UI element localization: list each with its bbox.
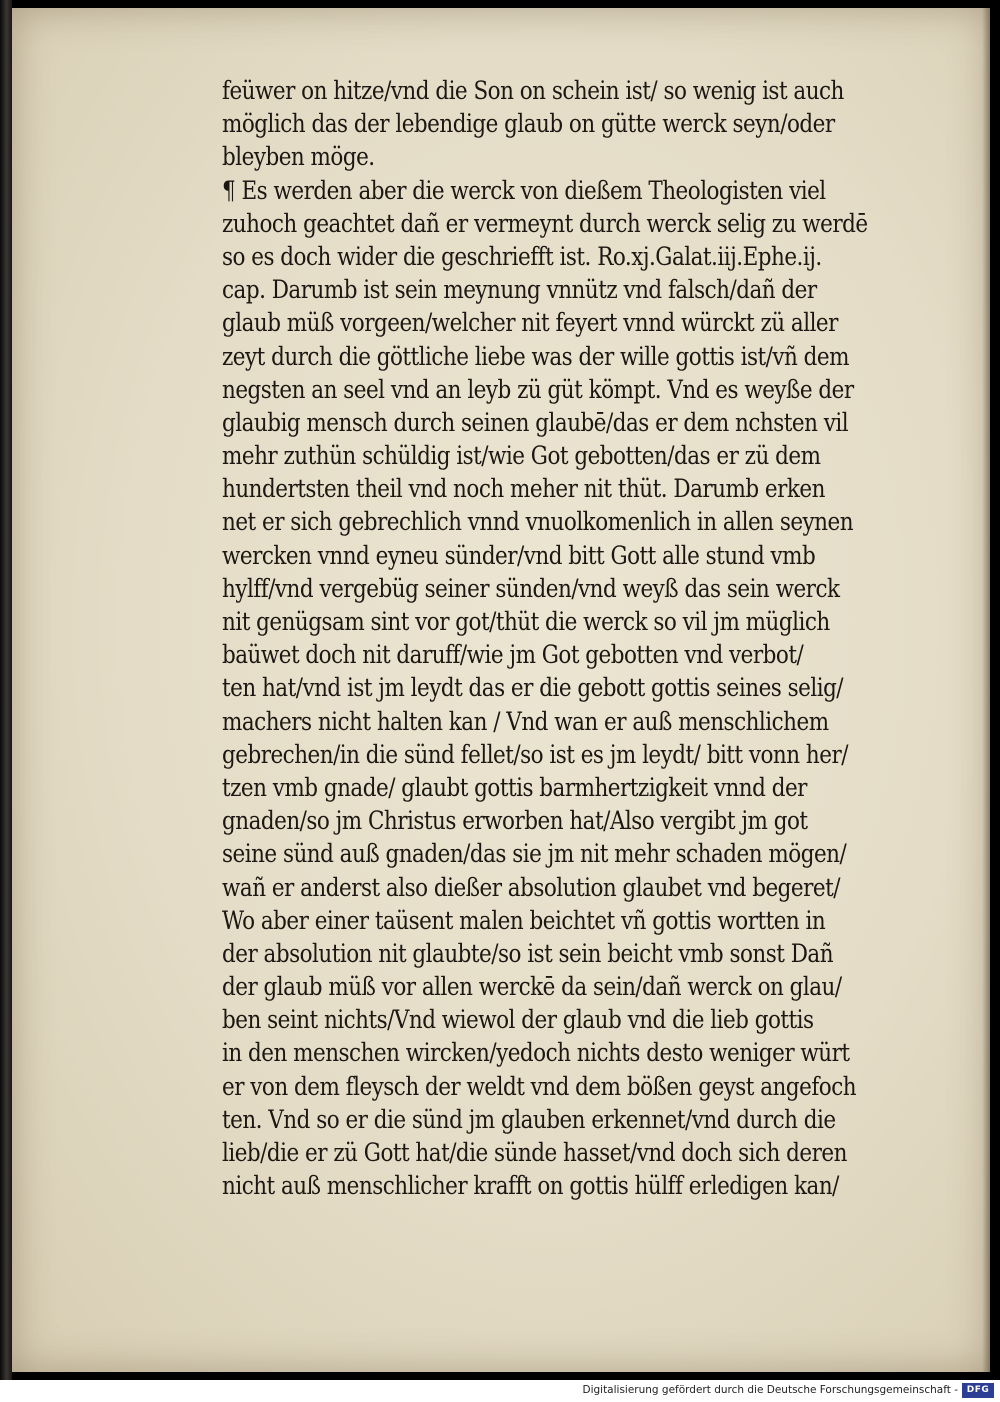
text-line: der glaub müß vor allen werckē da sein/dañ werck on glau/ [222,972,842,1002]
text-line: ¶ Es werden aber die werck von dießem Theologisten viel [222,175,826,205]
text-line: hylff/vnd vergebüg seiner sünden/vnd weyß das sein werck [222,573,840,603]
text-line: bleyben möge. [222,142,375,172]
book-gutter [0,0,12,1380]
text-line: negsten an seel vnd an leyb zü güt kömpt. Vnd es weyße der [222,374,854,404]
text-line: hundertsten theil vnd noch meher nit thüt. Darumb erken [222,474,825,504]
text-line: der absolution nit glaubte/so ist sein beicht vmb sonst Dañ [222,938,834,968]
page-text [222,74,967,1202]
text-line: ten. Vnd so er die sünd jm glauben erkennet/vnd durch die [222,1104,836,1134]
text-line: tzen vmb gnade/ glaubt gottis barmhertzigkeit vnnd der [222,772,807,802]
text-line: glaubig mensch durch seinen glaubē/das er dem nchsten vil [222,407,849,437]
text-line: nit genügsam sint vor got/thüt die werck so vil jm müglich [222,607,830,636]
text-line: er von dem fleysch der weldt vnd dem bößen geyst angefoch [222,1071,857,1101]
page-edge-shadow [982,8,990,1372]
text-line: wercken vnnd eyneu sünder/vnd bitt Gott alle stund vmb [222,540,816,570]
text-line: baüwet doch nit daruff/wie jm Got gebotten vnd verbot/ [222,640,804,670]
footer-bar [0,1380,1000,1402]
text-line: cap. Darumb ist sein meynung vnnütz vnd falsch/dañ der [222,275,817,305]
text-line: zuhoch geachtet dañ er vermeynt durch werck selig zu werdē [222,208,868,238]
text-line: ben seint nichts/Vnd wiewol der glaub vnd die lieb gottis [222,1005,814,1035]
text-line: so es doch wider die geschriefft ist. Ro.xj.Galat.iij.Ephe.ij. [222,241,822,271]
text-line: seine sünd auß gnaden/das sie jm nit mehr schaden mögen/ [222,839,847,869]
text-line: lieb/die er zü Gott hat/die sünde hasset/vnd doch sich deren [222,1138,847,1167]
text-line: möglich das der lebendige glaub on gütte werck seyn/oder [222,109,835,139]
text-line: feüwer on hitze/vnd die Son on schein ist/ so wenig ist auch [222,76,844,105]
text-line: gnaden/so jm Christus erworben hat/Also vergibt jm got [222,806,808,836]
text-line: mehr zuthün schüldig ist/wie Got gebotten/das er zü dem [222,441,821,471]
text-line: machers nicht halten kan / Vnd wan er auß menschlichem [222,706,829,736]
text-line: glaub müß vorgeen/welcher nit feyert vnnd würckt zü aller [222,308,838,338]
text-line: ten hat/vnd ist jm leydt das er die gebott gottis seines selig/ [222,673,844,703]
text-line: Wo aber einer taüsent malen beichtet vñ gottis wortten in [222,905,826,935]
text-line: nicht auß menschlicher krafft on gottis hülff erledigen kan/ [222,1171,839,1201]
text-line: in den menschen wircken/yedoch nichts desto weniger würt [222,1038,850,1068]
dfg-logo: DFG [962,1383,994,1398]
digitization-credit: Digitalisierung gefördert durch die Deutsche Forschungsgemeinschaft - [582,1384,958,1396]
text-line: gebrechen/in die sünd fellet/so ist es jm leydt/ bitt vonn her/ [222,739,848,769]
text-line: zeyt durch die göttliche liebe was der wille gottis ist/vñ dem [222,341,849,371]
text-line: wañ er anderst also dießer absolution glaubet vnd begeret/ [222,872,840,902]
text-line: net er sich gebrechlich vnnd vnuolkomenlich in allen seynen [222,507,854,537]
book-page [12,8,990,1372]
